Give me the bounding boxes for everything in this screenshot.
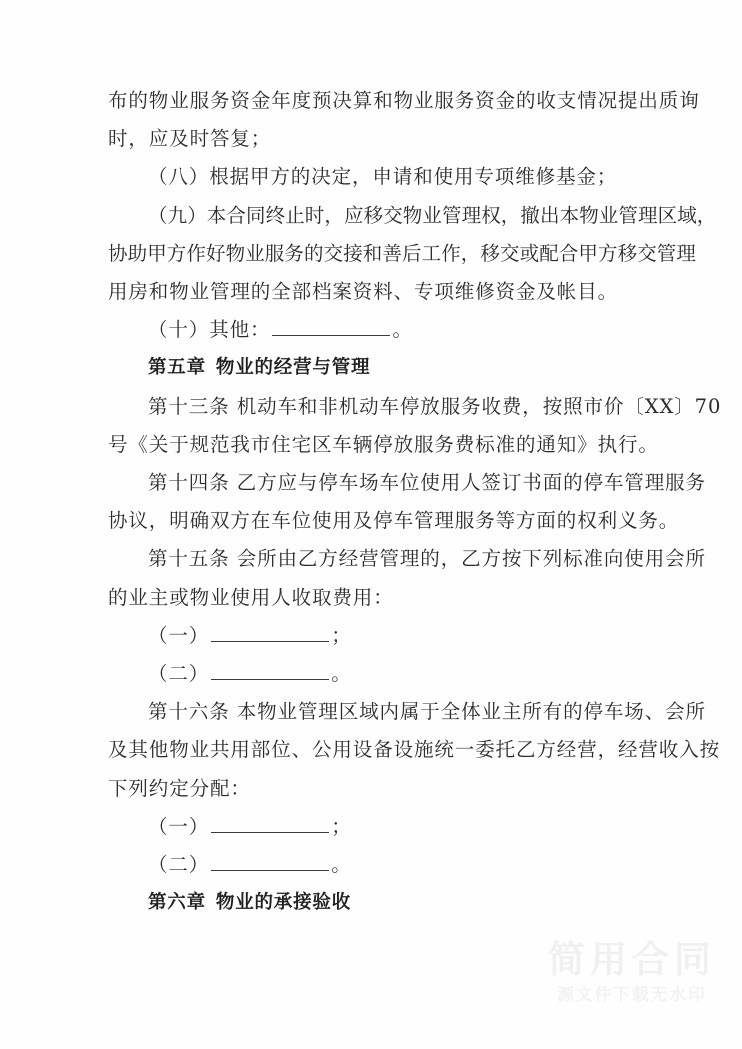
- article-14: 第十四条 乙方应与停车场车位使用人签订书面的停车管理服务: [148, 471, 706, 495]
- document-body: [108, 82, 722, 922]
- paragraph-line: 下列约定分配：: [108, 776, 251, 800]
- paragraph-line: 及其他物业共用部位、公用设备设施统一委托乙方经营，经营收入按: [108, 738, 721, 762]
- paragraph-line: 时，应及时答复；: [108, 127, 272, 151]
- chapter-heading-6: [108, 884, 628, 922]
- paragraph-line: 布的物业服务资金年度预决算和物业服务资金的收支情况提出质询: [108, 89, 700, 112]
- subitem-label: （二）: [148, 662, 210, 686]
- subitem-2: [108, 846, 628, 884]
- chapter-number: 第五章: [148, 357, 206, 379]
- blank-fill-line[interactable]: [211, 627, 329, 642]
- blank-fill-line[interactable]: [211, 665, 329, 680]
- chapter-number: 第六章: [148, 892, 206, 914]
- subitem-1: [108, 808, 628, 846]
- blank-fill-line[interactable]: [272, 321, 390, 336]
- chapter-title: 物业的经营与管理: [215, 357, 371, 379]
- chapter-heading-5: [108, 349, 628, 387]
- article-16: 第十六条 本物业管理区域内属于全体业主所有的停车场、会所: [148, 700, 706, 724]
- paragraph-line: 的业主或物业使用人收取费用：: [108, 585, 394, 609]
- watermark-brand: 简用合同: [548, 938, 716, 982]
- subitem-suffix: 。: [331, 853, 352, 877]
- blank-fill-line[interactable]: [211, 818, 329, 833]
- subitem-label: （一）: [148, 623, 210, 647]
- paragraph-line: 用房和物业管理的全部档案资料、专项维修资金及帐目。: [108, 280, 619, 304]
- clause-item-10: [108, 311, 628, 349]
- chapter-title: 物业的承接验收: [215, 892, 352, 914]
- subitem-1: [108, 617, 628, 655]
- blank-fill-line[interactable]: [211, 856, 329, 871]
- subitem-label: （一）: [148, 814, 210, 838]
- clause-suffix: 。: [392, 318, 413, 342]
- subitem-suffix: ；: [331, 814, 352, 838]
- paragraph-line: 号《关于规范我市住宅区车辆停放服务费标准的通知》执行。: [108, 432, 659, 456]
- subitem-2: [108, 655, 628, 693]
- paragraph-line: 协议，明确双方在车位使用及停车管理服务等方面的权利义务。: [108, 509, 680, 533]
- clause-label: （十）其他：: [148, 318, 271, 342]
- clause-item-8: （八）根据甲方的决定，申请和使用专项维修基金；: [148, 165, 618, 189]
- article-13: 第十三条 机动车和非机动车停放服务收费，按照市价〔XX〕70: [148, 394, 722, 418]
- paragraph-line: 协助甲方作好物业服务的交接和善后工作，移交或配合甲方移交管理: [108, 241, 697, 265]
- subitem-suffix: 。: [331, 662, 352, 686]
- subitem-label: （二）: [148, 853, 210, 877]
- clause-item-9: （九）本合同终止时，应移交物业管理权，撤出本物业管理区域，: [148, 203, 717, 227]
- watermark-tagline: 源文件下载无水印: [557, 984, 707, 1004]
- subitem-suffix: ；: [331, 623, 352, 647]
- article-15: 第十五条 会所由乙方经营管理的，乙方按下列标准向使用会所: [148, 547, 706, 571]
